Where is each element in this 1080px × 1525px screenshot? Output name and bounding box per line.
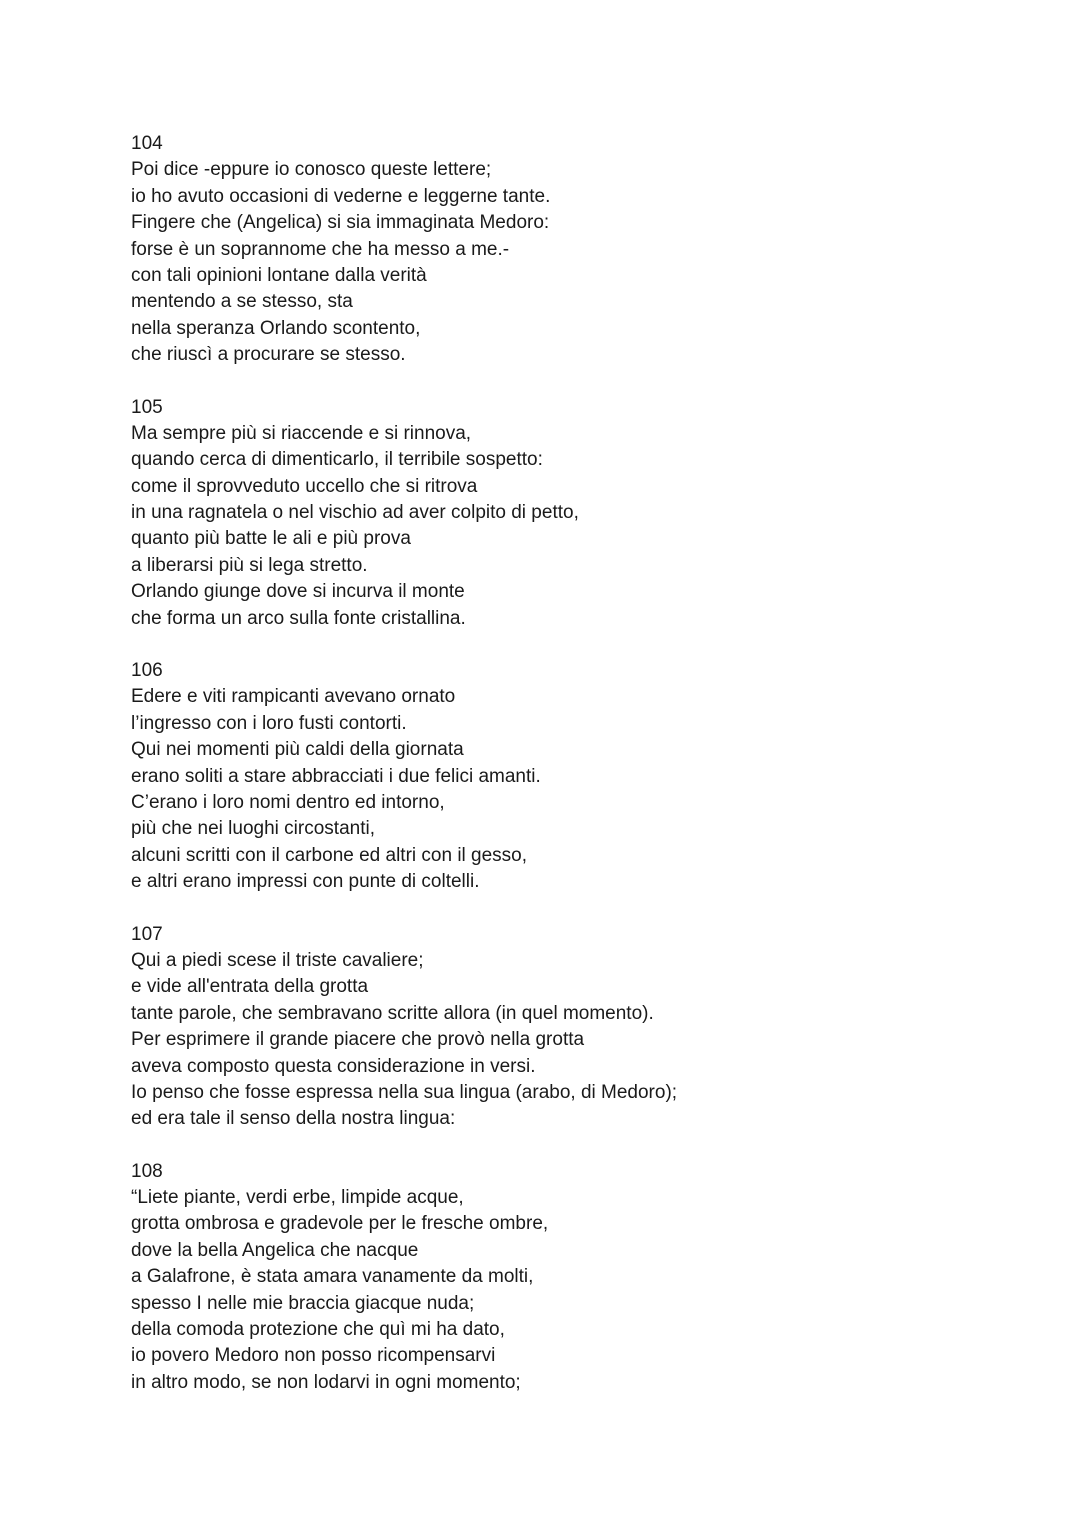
document-page bbox=[131, 131, 1011, 1422]
verse-line: tante parole, che sembravano scritte allora (in quel momento). bbox=[131, 1002, 654, 1024]
stanza bbox=[131, 1159, 1011, 1397]
stanza bbox=[131, 395, 1011, 633]
stanza-number: 108 bbox=[131, 1160, 163, 1182]
verse-line: Io penso che fosse espressa nella sua lingua (arabo, di Medoro); bbox=[131, 1081, 678, 1103]
verse-line: come il sprovveduto uccello che si ritrova bbox=[131, 475, 478, 497]
stanza-number: 107 bbox=[131, 923, 163, 945]
verse-line: e altri erano impressi con punte di coltelli. bbox=[131, 871, 480, 893]
verse-line: che forma un arco sulla fonte cristallina. bbox=[131, 607, 466, 629]
verse-line: della comoda protezione che quì mi ha dato, bbox=[131, 1319, 505, 1341]
verse-line: erano soliti a stare abbracciati i due felici amanti. bbox=[131, 765, 541, 787]
stanza-number: 104 bbox=[131, 133, 163, 154]
verse-line: che riuscì a procurare se stesso. bbox=[131, 344, 406, 366]
verse-line: Edere e viti rampicanti avevano ornato bbox=[131, 686, 456, 708]
verse-line: C’erano i loro nomi dentro ed intorno, bbox=[131, 791, 445, 813]
verse-line: “Liete piante, verdi erbe, limpide acque, bbox=[131, 1187, 464, 1209]
stanza-number: 105 bbox=[131, 396, 163, 418]
verse-line: alcuni scritti con il carbone ed altri con il gesso, bbox=[131, 844, 528, 866]
verse-line: l’ingresso con i loro fusti contorti. bbox=[131, 712, 407, 734]
verse-line: e vide all'entrata della grotta bbox=[131, 976, 369, 998]
verse-line: Poi dice -eppure io conosco queste lettere; bbox=[131, 159, 492, 181]
verse-line: io povero Medoro non posso ricompensarvi bbox=[131, 1345, 496, 1367]
stanza-number: 106 bbox=[131, 660, 163, 682]
verse-line: in una ragnatela o nel vischio ad aver colpito di petto, bbox=[131, 502, 579, 524]
verse-line: Ma sempre più si riaccende e si rinnova, bbox=[131, 422, 472, 444]
verse-line: con tali opinioni lontane dalla verità bbox=[131, 264, 427, 286]
verse-line: Qui a piedi scese il triste cavaliere; bbox=[131, 949, 424, 971]
verse-line: più che nei luoghi circostanti, bbox=[131, 818, 375, 840]
verse-line: Per esprimere il grande piacere che provò nella grotta bbox=[131, 1029, 585, 1051]
stanza bbox=[131, 658, 1011, 896]
verse-line: Qui nei momenti più caldi della giornata bbox=[131, 739, 464, 761]
verse-line: nella speranza Orlando scontento, bbox=[131, 317, 421, 339]
verse-line: aveva composto questa considerazione in versi. bbox=[131, 1055, 536, 1077]
verse-line: a liberarsi più si lega stretto. bbox=[131, 554, 368, 576]
verse-line: mentendo a se stesso, sta bbox=[131, 291, 353, 313]
verse-line: dove la bella Angelica che nacque bbox=[131, 1239, 419, 1261]
verse-line: in altro modo, se non lodarvi in ogni momento; bbox=[131, 1371, 521, 1393]
verse-line: a Galafrone, è stata amara vanamente da molti, bbox=[131, 1266, 534, 1288]
verse-line: quanto più batte le ali e più prova bbox=[131, 528, 411, 550]
verse-line: forse è un soprannome che ha messo a me.- bbox=[131, 238, 510, 260]
stanza bbox=[131, 922, 1011, 1133]
verse-line: Fingere che (Angelica) si sia immaginata Medoro: bbox=[131, 212, 550, 234]
stanza bbox=[131, 131, 1011, 369]
verse-line: Orlando giunge dove si incurva il monte bbox=[131, 581, 465, 603]
verse-line: quando cerca di dimenticarlo, il terribile sospetto: bbox=[131, 449, 543, 471]
verse-line: io ho avuto occasioni di vederne e leggerne tante. bbox=[131, 185, 551, 207]
verse-line: spesso I nelle mie braccia giacque nuda; bbox=[131, 1292, 475, 1314]
verse-line: grotta ombrosa e gradevole per le fresche ombre, bbox=[131, 1213, 549, 1235]
verse-line: ed era tale il senso della nostra lingua: bbox=[131, 1108, 456, 1130]
